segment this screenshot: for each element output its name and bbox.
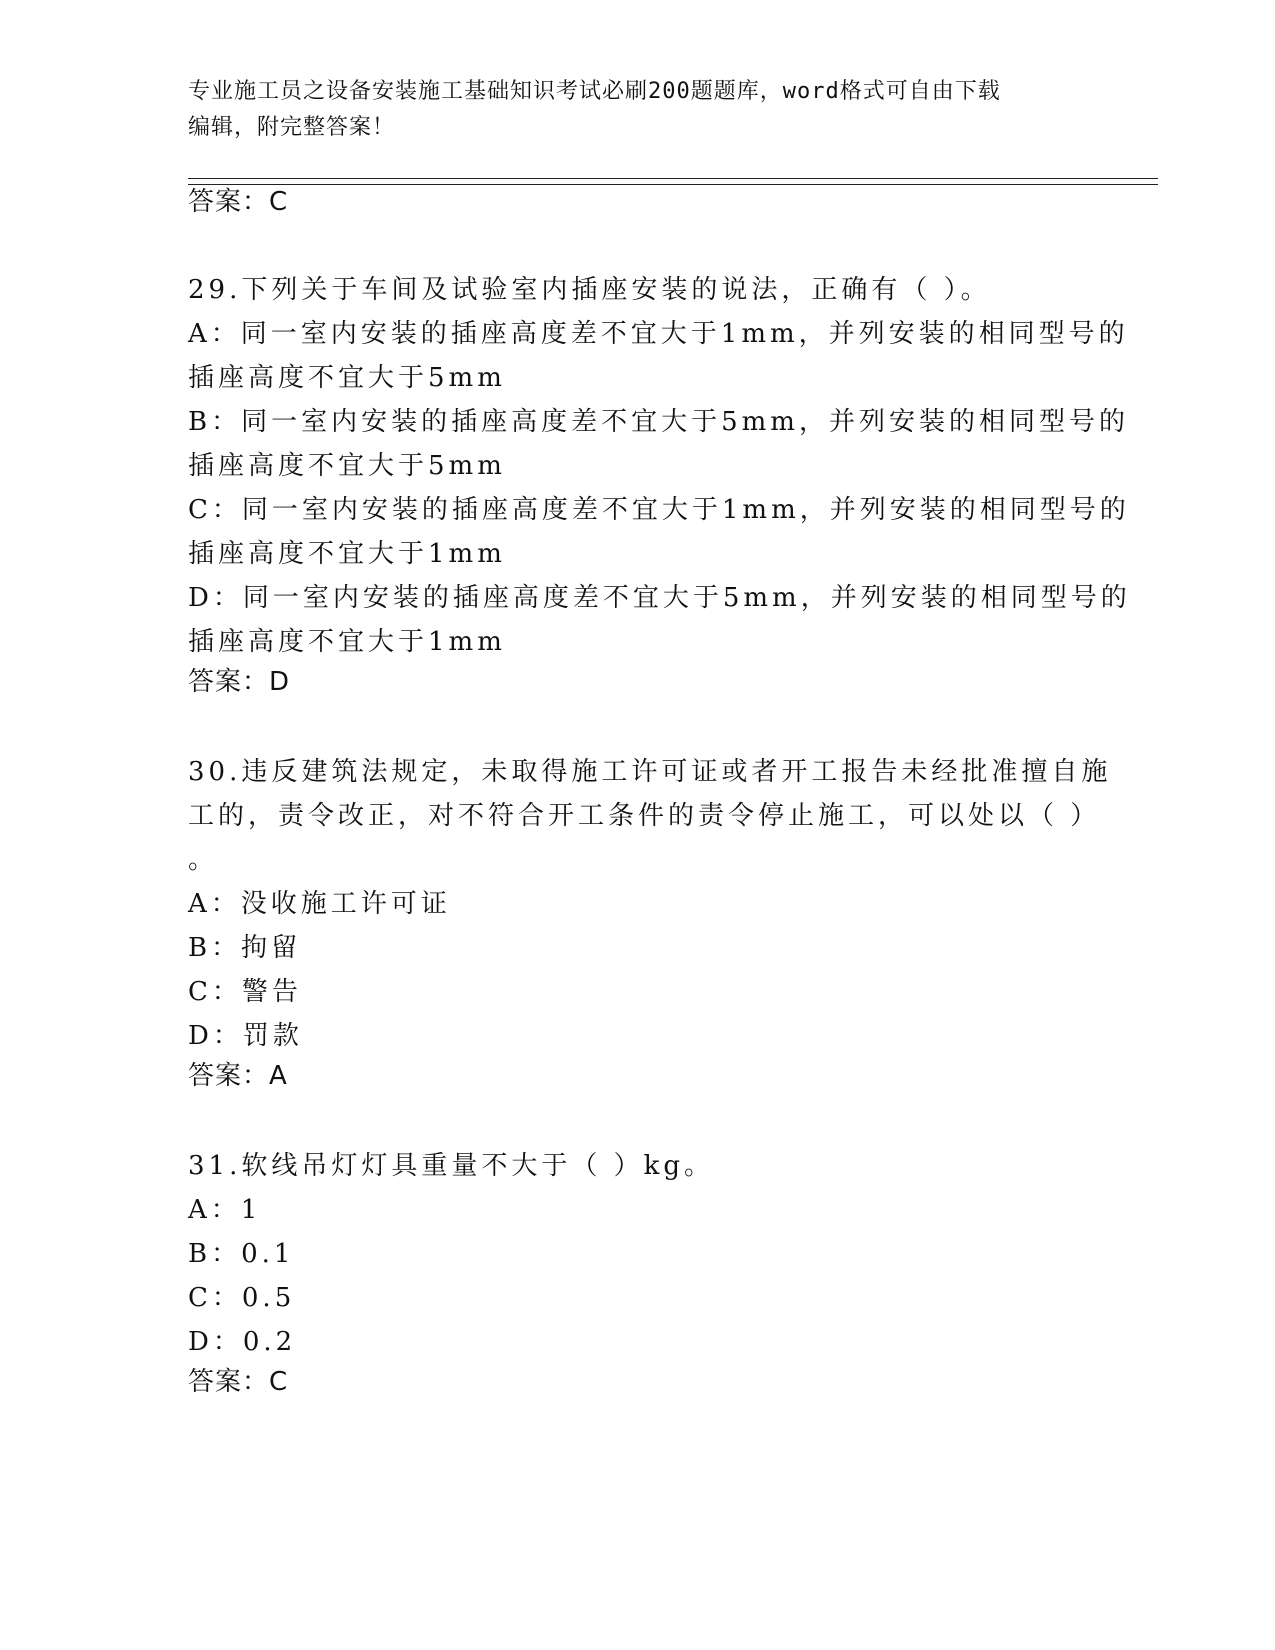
answer: 答案：A <box>188 1061 288 1091</box>
document-header <box>188 74 1088 146</box>
option-a-line-2: 插座高度不宜大于5mm <box>188 363 506 393</box>
option-d-line-2: 插座高度不宜大于1mm <box>188 627 506 657</box>
option-a-line-1: A：同一室内安装的插座高度差不宜大于1mm，并列安装的相同型号的 <box>188 319 1129 349</box>
question-stem: 31.软线吊灯灯具重量不大于（ ）kg。 <box>188 1151 715 1181</box>
option-c-line-1: C：同一室内安装的插座高度差不宜大于1mm，并列安装的相同型号的 <box>188 495 1130 525</box>
header-rule-thin <box>188 184 1158 185</box>
header-line-1: 专业施工员之设备安装施工基础知识考试必刷200题题库，word格式可自由下载 <box>188 79 1001 104</box>
option-c-line-2: 插座高度不宜大于1mm <box>188 539 506 569</box>
answer: 答案：C <box>188 1367 289 1397</box>
option-c: C：0.5 <box>188 1283 296 1313</box>
option-d-line-1: D：同一室内安装的插座高度差不宜大于5mm，并列安装的相同型号的 <box>188 583 1131 613</box>
option-d: D：罚款 <box>188 1021 303 1051</box>
question-stem: 29.下列关于车间及试验室内插座安装的说法，正确有（ ）。 <box>188 275 991 305</box>
option-b: B：0.1 <box>188 1239 295 1269</box>
question-stem-line-2: 工的，责令改正，对不符合开工条件的责令停止施工，可以处以（ ） <box>188 801 1101 831</box>
previous-answer: 答案：C <box>188 187 289 217</box>
option-d: D：0.2 <box>188 1327 297 1357</box>
question-stem-line-1: 30.违反建筑法规定，未取得施工许可证或者开工报告未经批准擅自施 <box>188 757 1112 787</box>
answer: 答案：D <box>188 667 291 697</box>
header-line-2: 编辑，附完整答案！ <box>188 115 396 140</box>
question-stem-line-3: 。 <box>188 845 219 875</box>
option-b-line-2: 插座高度不宜大于5mm <box>188 451 506 481</box>
option-a: A：没收施工许可证 <box>188 889 451 919</box>
option-a: A：1 <box>188 1195 262 1225</box>
option-b-line-1: B：同一室内安装的插座高度差不宜大于5mm，并列安装的相同型号的 <box>188 407 1129 437</box>
option-c: C：警告 <box>188 977 302 1007</box>
header-rule-thick <box>188 178 1158 179</box>
option-b: B：拘留 <box>188 933 302 963</box>
